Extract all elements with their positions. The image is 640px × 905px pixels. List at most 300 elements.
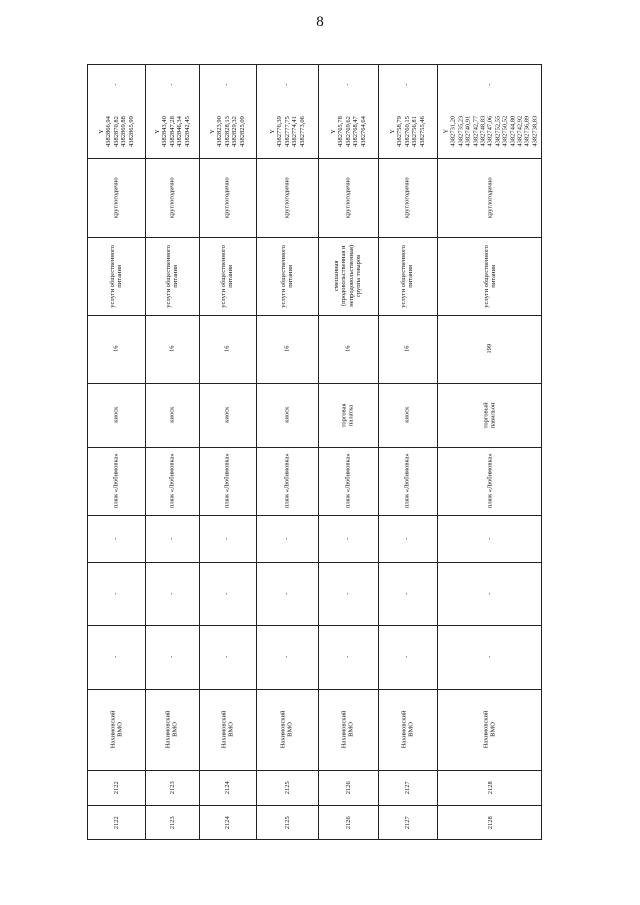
y-coord: 4382764,64 bbox=[359, 116, 367, 147]
y-coord: 4382776,39 bbox=[275, 116, 283, 147]
municipality-line: Нахимовский bbox=[220, 710, 228, 749]
col3-line: - bbox=[403, 655, 411, 659]
area-line: 16 bbox=[112, 345, 120, 353]
id-line: 2127 bbox=[403, 816, 411, 830]
y-coords-text bbox=[209, 116, 246, 147]
y-coord: 4382755,46 bbox=[418, 116, 426, 147]
object-type-text bbox=[113, 407, 120, 423]
col4-line: - bbox=[344, 592, 352, 595]
id-line: 2123 bbox=[168, 816, 176, 830]
y-coord: 4382846,34 bbox=[175, 116, 183, 147]
specialization-text bbox=[400, 245, 415, 308]
y-coord: 4382774,41 bbox=[290, 116, 298, 147]
y-coord: 4382735,23 bbox=[456, 116, 464, 147]
col3-text bbox=[224, 656, 231, 658]
y-coord: 4382865,99 bbox=[127, 116, 135, 147]
id-repeat-cell bbox=[318, 770, 378, 805]
object-type-text bbox=[168, 407, 175, 423]
id-repeat-line: 2127 bbox=[403, 781, 411, 794]
area-line: 16 bbox=[223, 345, 231, 353]
col4-text bbox=[404, 592, 411, 594]
location-text bbox=[344, 454, 351, 509]
y-coord: 4382773,06 bbox=[298, 116, 306, 147]
id-repeat-line: 2126 bbox=[344, 781, 352, 794]
col3-text bbox=[344, 656, 351, 658]
area-text bbox=[168, 346, 175, 353]
id-repeat-cell bbox=[256, 770, 318, 805]
id-cell bbox=[88, 805, 145, 841]
id-repeat-line: 2124 bbox=[223, 781, 231, 794]
specialization-cell bbox=[378, 237, 437, 315]
col3-text bbox=[404, 656, 411, 658]
y-coord: 4382752,55 bbox=[493, 116, 501, 147]
y-coords-cell bbox=[318, 105, 378, 158]
col4-line: - bbox=[283, 592, 291, 595]
col3-text bbox=[486, 656, 493, 658]
location-line: пляж «Любимовка» bbox=[223, 453, 231, 509]
y-coords-text bbox=[268, 116, 305, 147]
y-coord: 4382870,82 bbox=[112, 116, 120, 147]
col5-cell bbox=[318, 515, 378, 562]
y-coord: 4382748,83 bbox=[478, 116, 486, 147]
y-coord: 4382747,06 bbox=[486, 116, 494, 147]
location-line: пляж «Любимовка» bbox=[168, 453, 176, 509]
area-text bbox=[224, 346, 231, 353]
col3-cell bbox=[318, 625, 378, 689]
col5-cell bbox=[145, 515, 199, 562]
y-coord: 4382765,78 bbox=[336, 116, 344, 147]
specialization-text bbox=[280, 245, 295, 308]
last-cell-text bbox=[344, 84, 351, 86]
specialization-line: питания bbox=[407, 264, 415, 288]
specialization-line: питания bbox=[490, 264, 497, 288]
col4-text bbox=[168, 592, 175, 594]
object-type-cell bbox=[437, 383, 543, 447]
specialization-line: (продовольственная и bbox=[340, 245, 348, 307]
col4-cell bbox=[378, 562, 437, 625]
location-line: пляж «Любимовка» bbox=[486, 453, 494, 509]
col4-cell bbox=[88, 562, 145, 625]
specialization-line: непродовольственная) bbox=[348, 245, 355, 307]
object-type-text bbox=[341, 403, 356, 427]
last-cell-text bbox=[486, 84, 493, 86]
y-coord: 4382742,77 bbox=[471, 116, 479, 147]
id-repeat-cell bbox=[145, 770, 199, 805]
col4-line: - bbox=[403, 592, 411, 595]
object-type-cell bbox=[378, 383, 437, 447]
id-text bbox=[283, 817, 290, 830]
specialization-line: смешанная bbox=[333, 260, 341, 292]
object-type-cell bbox=[199, 383, 256, 447]
col5-text bbox=[486, 537, 493, 539]
area-cell bbox=[145, 315, 199, 383]
municipality-line: ВМО bbox=[286, 722, 294, 737]
page-number: 8 bbox=[316, 14, 324, 30]
location-cell bbox=[256, 447, 318, 515]
y-coord: 4382847,28 bbox=[168, 116, 176, 147]
last-cell-line: - bbox=[403, 83, 411, 87]
id-text bbox=[224, 817, 231, 830]
y-coord: 4382825,09 bbox=[238, 116, 246, 147]
col5-line: - bbox=[112, 537, 120, 540]
shape-line: круглогодично bbox=[168, 177, 176, 218]
col3-cell bbox=[145, 625, 199, 689]
last-cell-line: - bbox=[283, 83, 291, 87]
location-cell bbox=[199, 447, 256, 515]
shape-line: круглогодично bbox=[223, 177, 231, 218]
col4-line: - bbox=[486, 592, 494, 595]
last-cell-line: - bbox=[168, 83, 176, 87]
specialization-cell bbox=[256, 237, 318, 315]
municipality-cell bbox=[145, 689, 199, 770]
object-type-line: киоск bbox=[403, 406, 411, 424]
y-coord: 4382738,83 bbox=[530, 116, 538, 147]
id-line: 2125 bbox=[283, 816, 291, 830]
y-coords-text bbox=[153, 116, 190, 147]
municipality-text bbox=[280, 711, 295, 749]
shape-text bbox=[404, 177, 411, 218]
y-coord: 4382866,94 bbox=[105, 116, 113, 147]
y-coords-cell bbox=[378, 105, 437, 158]
y-coords-cell bbox=[199, 105, 256, 158]
object-type-cell bbox=[88, 383, 145, 447]
id-repeat-line: 2128 bbox=[486, 781, 494, 794]
specialization-line: услуги общественного bbox=[220, 244, 228, 308]
y-coord: Y bbox=[208, 129, 216, 134]
location-text bbox=[404, 454, 411, 509]
col5-cell bbox=[378, 515, 437, 562]
specialization-cell bbox=[145, 237, 199, 315]
object-type-line: торговая bbox=[340, 403, 348, 427]
y-coord: 4382756,81 bbox=[411, 116, 419, 147]
municipality-line: ВМО bbox=[227, 722, 235, 737]
municipality-line: Нахимовский bbox=[109, 710, 117, 749]
col5-line: - bbox=[283, 537, 291, 540]
col3-line: - bbox=[168, 655, 176, 659]
specialization-cell bbox=[318, 237, 378, 315]
last-cell-line: - bbox=[486, 83, 494, 87]
last-cell bbox=[318, 65, 378, 105]
col5-text bbox=[113, 537, 120, 539]
municipality-text bbox=[483, 711, 498, 749]
specialization-cell bbox=[88, 237, 145, 315]
municipality-line: Нахимовский bbox=[279, 710, 287, 749]
last-cell-line: - bbox=[223, 83, 231, 87]
specialization-text bbox=[483, 245, 498, 308]
municipality-line: ВМО bbox=[347, 722, 355, 737]
y-coord: 4382869,88 bbox=[120, 116, 128, 147]
id-repeat-text bbox=[344, 781, 351, 794]
shape-text bbox=[486, 177, 493, 218]
id-cell bbox=[318, 805, 378, 841]
municipality-text bbox=[400, 711, 415, 749]
specialization-text bbox=[220, 245, 235, 308]
id-repeat-text bbox=[486, 781, 493, 794]
area-cell bbox=[318, 315, 378, 383]
y-coord: 4382842,45 bbox=[183, 116, 191, 147]
col4-line: - bbox=[223, 592, 231, 595]
y-coord: 4382742,92 bbox=[515, 116, 523, 147]
location-cell bbox=[88, 447, 145, 515]
col4-text bbox=[224, 592, 231, 594]
col5-line: - bbox=[344, 537, 352, 540]
municipality-cell bbox=[318, 689, 378, 770]
municipality-text bbox=[109, 711, 124, 749]
specialization-line: питания bbox=[287, 264, 294, 288]
last-cell bbox=[88, 65, 145, 105]
location-cell bbox=[145, 447, 199, 515]
specialization-line: услуги общественного bbox=[482, 244, 490, 308]
id-text bbox=[344, 817, 351, 830]
specialization-line: услуги общественного bbox=[400, 244, 408, 308]
col5-cell bbox=[437, 515, 543, 562]
col3-cell bbox=[199, 625, 256, 689]
shape-line: круглогодично bbox=[344, 177, 352, 218]
shape-line: круглогодично bbox=[283, 177, 291, 218]
id-repeat-line: 2123 bbox=[168, 781, 176, 794]
col4-cell bbox=[437, 562, 543, 625]
id-line: 2124 bbox=[223, 816, 231, 830]
area-line: 16 bbox=[283, 345, 291, 353]
object-type-cell bbox=[256, 383, 318, 447]
shape-cell bbox=[145, 158, 199, 237]
specialization-line: питания bbox=[227, 264, 235, 288]
y-coord: 4382731,20 bbox=[449, 116, 457, 147]
y-coords-cell bbox=[145, 105, 199, 158]
y-coord: 4382740,91 bbox=[464, 116, 472, 147]
col4-line: - bbox=[112, 592, 120, 595]
id-repeat-text bbox=[168, 781, 175, 794]
area-line: 16 bbox=[168, 345, 176, 353]
shape-cell bbox=[199, 158, 256, 237]
location-text bbox=[283, 454, 290, 509]
col4-line: - bbox=[168, 592, 176, 595]
col5-line: - bbox=[403, 537, 411, 540]
y-coord: 4382823,90 bbox=[216, 116, 224, 147]
area-cell bbox=[199, 315, 256, 383]
last-cell-text bbox=[224, 84, 231, 86]
shape-text bbox=[344, 177, 351, 218]
location-line: пляж «Любимовка» bbox=[403, 453, 411, 509]
col3-line: - bbox=[486, 655, 494, 659]
last-cell-line: - bbox=[344, 83, 352, 87]
y-coord: 4382750,52 bbox=[501, 116, 509, 147]
location-text bbox=[486, 454, 493, 509]
col3-line: - bbox=[223, 655, 231, 659]
y-coord: 4382828,13 bbox=[223, 116, 231, 147]
last-cell bbox=[145, 65, 199, 105]
specialization-text bbox=[109, 245, 124, 308]
shape-text bbox=[283, 177, 290, 218]
col3-text bbox=[283, 656, 290, 658]
id-line: 2128 bbox=[486, 816, 494, 830]
id-cell bbox=[378, 805, 437, 841]
object-type-line: палатка bbox=[348, 404, 355, 426]
col3-text bbox=[113, 656, 120, 658]
id-repeat-text bbox=[113, 781, 120, 794]
col5-line: - bbox=[223, 537, 231, 540]
id-cell bbox=[437, 805, 543, 841]
col5-line: - bbox=[168, 537, 176, 540]
col4-text bbox=[486, 592, 493, 594]
shape-cell bbox=[88, 158, 145, 237]
col5-cell bbox=[199, 515, 256, 562]
col5-text bbox=[404, 537, 411, 539]
object-type-text bbox=[224, 407, 231, 423]
id-repeat-cell bbox=[199, 770, 256, 805]
area-line: 16 bbox=[344, 345, 352, 353]
y-coords-text bbox=[389, 116, 426, 147]
location-cell bbox=[318, 447, 378, 515]
col3-line: - bbox=[283, 655, 291, 659]
object-type-line: киоск bbox=[112, 406, 120, 424]
municipality-line: Нахимовский bbox=[400, 710, 408, 749]
shape-text bbox=[168, 177, 175, 218]
col5-cell bbox=[88, 515, 145, 562]
col4-cell bbox=[145, 562, 199, 625]
specialization-line: услуги общественного bbox=[109, 244, 117, 308]
id-repeat-line: 2122 bbox=[112, 781, 120, 794]
municipality-line: ВМО bbox=[116, 722, 124, 737]
col3-cell bbox=[378, 625, 437, 689]
area-line: 199 bbox=[486, 344, 494, 354]
municipality-line: ВМО bbox=[171, 722, 179, 737]
col4-cell bbox=[256, 562, 318, 625]
shape-cell bbox=[378, 158, 437, 237]
municipality-cell bbox=[88, 689, 145, 770]
area-cell bbox=[437, 315, 543, 383]
y-coord: 4382829,32 bbox=[231, 116, 239, 147]
id-text bbox=[404, 817, 411, 830]
municipality-line: Нахимовский bbox=[164, 710, 172, 749]
col5-text bbox=[224, 537, 231, 539]
location-text bbox=[224, 454, 231, 509]
y-coord: 4382777,75 bbox=[283, 116, 291, 147]
municipality-line: ВМО bbox=[489, 722, 497, 737]
y-coord: 4382760,15 bbox=[403, 116, 411, 147]
specialization-text bbox=[165, 245, 180, 308]
last-cell-text bbox=[113, 84, 120, 86]
object-type-line: павильон bbox=[490, 402, 497, 428]
municipality-text bbox=[341, 711, 356, 749]
id-text bbox=[168, 817, 175, 830]
id-repeat-text bbox=[283, 781, 290, 794]
municipality-cell bbox=[256, 689, 318, 770]
y-coords-text bbox=[442, 116, 538, 147]
specialization-line: группа товаров bbox=[355, 255, 363, 297]
col5-cell bbox=[256, 515, 318, 562]
col4-cell bbox=[318, 562, 378, 625]
y-coord: Y bbox=[329, 129, 337, 134]
object-type-cell bbox=[318, 383, 378, 447]
y-coord: 4382843,40 bbox=[160, 116, 168, 147]
area-text bbox=[404, 346, 411, 353]
id-repeat-text bbox=[224, 781, 231, 794]
municipality-cell bbox=[437, 689, 543, 770]
location-line: пляж «Любимовка» bbox=[344, 453, 352, 509]
id-cell bbox=[199, 805, 256, 841]
area-cell bbox=[88, 315, 145, 383]
object-type-text bbox=[483, 402, 498, 428]
y-coords-text bbox=[98, 116, 135, 147]
last-cell-text bbox=[168, 84, 175, 86]
shape-cell bbox=[318, 158, 378, 237]
col4-text bbox=[283, 592, 290, 594]
last-cell bbox=[378, 65, 437, 105]
y-coords-text bbox=[329, 116, 366, 147]
specialization-line: услуги общественного bbox=[164, 244, 172, 308]
location-text bbox=[168, 454, 175, 509]
id-cell bbox=[145, 805, 199, 841]
col3-text bbox=[168, 656, 175, 658]
last-cell bbox=[437, 65, 543, 105]
area-text bbox=[113, 346, 120, 353]
data-table bbox=[87, 64, 542, 840]
id-repeat-line: 2125 bbox=[283, 781, 291, 794]
specialization-line: питания bbox=[172, 264, 179, 288]
col3-line: - bbox=[344, 655, 352, 659]
id-repeat-cell bbox=[437, 770, 543, 805]
shape-text bbox=[113, 177, 120, 218]
shape-cell bbox=[437, 158, 543, 237]
y-coord: Y bbox=[97, 129, 105, 134]
location-cell bbox=[437, 447, 543, 515]
municipality-cell bbox=[199, 689, 256, 770]
municipality-text bbox=[165, 711, 180, 749]
id-text bbox=[113, 817, 120, 830]
shape-cell bbox=[256, 158, 318, 237]
specialization-line: услуги общественного bbox=[279, 244, 287, 308]
col5-text bbox=[168, 537, 175, 539]
id-line: 2126 bbox=[344, 816, 352, 830]
specialization-line: питания bbox=[116, 264, 124, 288]
y-coord: Y bbox=[153, 129, 161, 134]
last-cell-line: - bbox=[112, 83, 120, 87]
object-type-line: торговый bbox=[482, 402, 490, 428]
y-coords-cell bbox=[256, 105, 318, 158]
last-cell bbox=[199, 65, 256, 105]
object-type-text bbox=[404, 407, 411, 423]
location-line: пляж «Любимовка» bbox=[112, 453, 120, 509]
shape-text bbox=[224, 177, 231, 218]
last-cell bbox=[256, 65, 318, 105]
id-repeat-cell bbox=[378, 770, 437, 805]
shape-line: круглогодично bbox=[403, 177, 411, 218]
id-repeat-text bbox=[404, 781, 411, 794]
y-coord: 4382758,79 bbox=[396, 116, 404, 147]
municipality-text bbox=[220, 711, 235, 749]
municipality-cell bbox=[378, 689, 437, 770]
object-type-line: киоск bbox=[168, 406, 176, 424]
y-coord: 4382769,62 bbox=[344, 116, 352, 147]
col4-cell bbox=[199, 562, 256, 625]
y-coord: 4382768,47 bbox=[351, 116, 359, 147]
location-line: пляж «Любимовка» bbox=[283, 453, 291, 509]
y-coords-cell bbox=[88, 105, 145, 158]
municipality-line: Нахимовский bbox=[482, 710, 490, 749]
col3-cell bbox=[437, 625, 543, 689]
shape-line: круглогодично bbox=[486, 177, 494, 218]
y-coord: 4382744,80 bbox=[508, 116, 516, 147]
location-cell bbox=[378, 447, 437, 515]
last-cell-text bbox=[283, 84, 290, 86]
area-cell bbox=[256, 315, 318, 383]
id-cell bbox=[256, 805, 318, 841]
object-type-line: киоск bbox=[223, 406, 231, 424]
id-line: 2122 bbox=[112, 816, 120, 830]
col5-text bbox=[344, 537, 351, 539]
col5-line: - bbox=[486, 537, 494, 540]
